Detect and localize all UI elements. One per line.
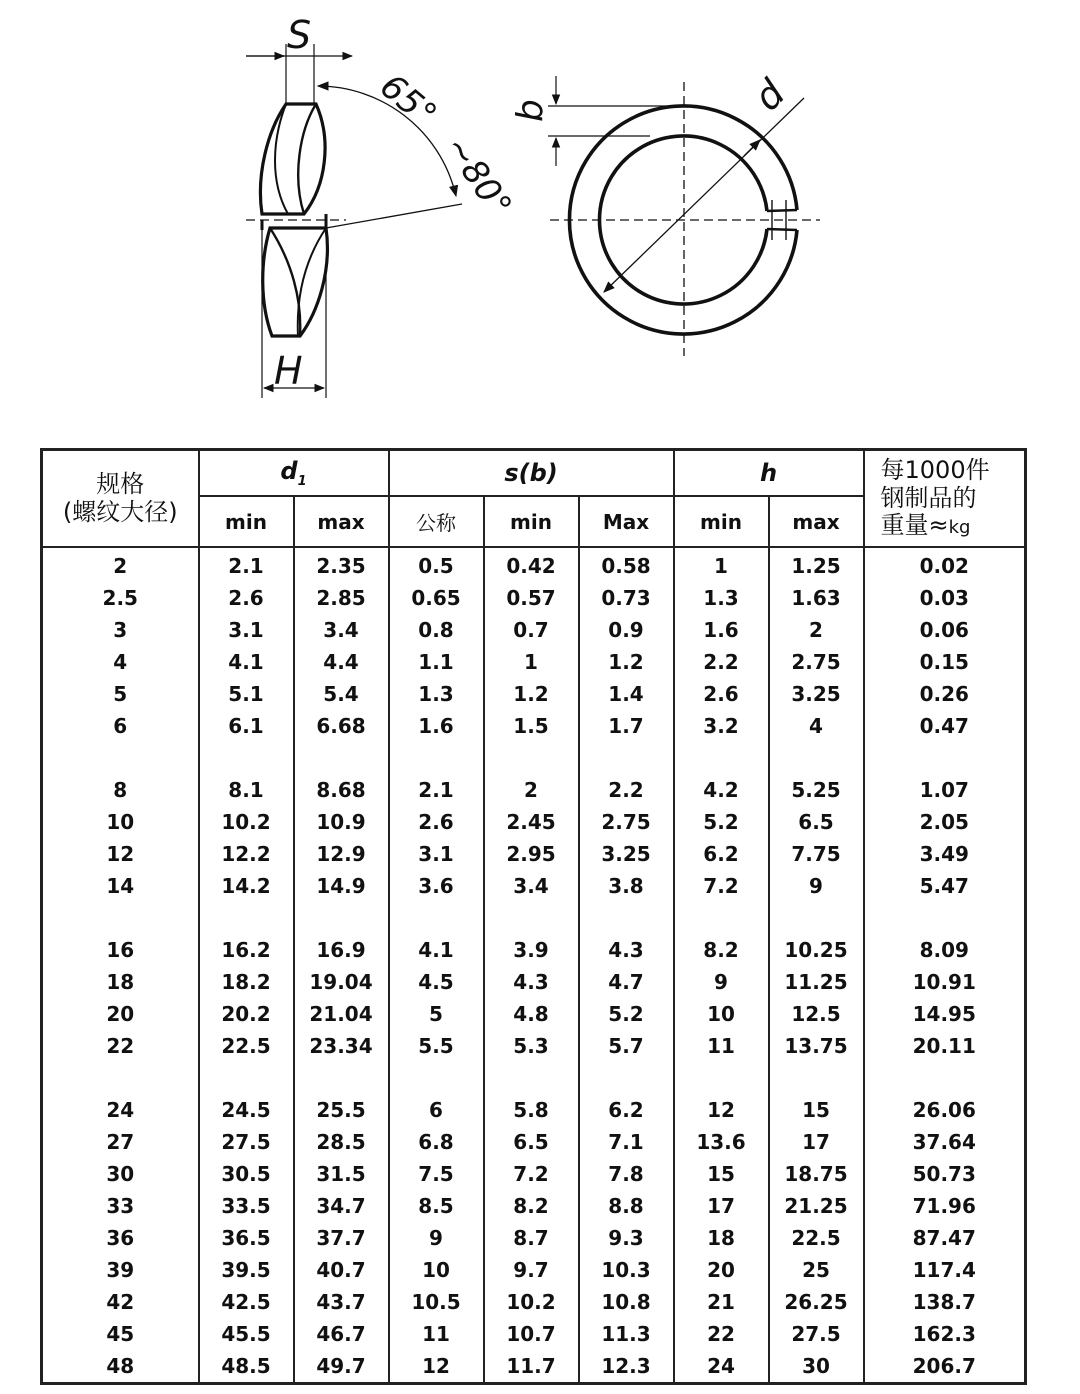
spec-header-line1: 规格 bbox=[96, 469, 145, 498]
table-cell: 12 bbox=[674, 1094, 769, 1126]
table-cell: 50.73 bbox=[864, 1158, 1026, 1190]
table-cell: 33 bbox=[42, 1190, 199, 1222]
table-row bbox=[42, 547, 1026, 582]
table-cell: 17 bbox=[674, 1190, 769, 1222]
table-row bbox=[42, 838, 1026, 870]
table-cell: 20.11 bbox=[864, 1030, 1026, 1062]
table-cell: 4.3 bbox=[579, 934, 674, 966]
table-cell: 5.3 bbox=[484, 1030, 579, 1062]
spacer-cell bbox=[389, 902, 484, 934]
table-cell: 13.6 bbox=[674, 1126, 769, 1158]
table-row bbox=[42, 1094, 1026, 1126]
table-cell: 18.2 bbox=[199, 966, 294, 998]
weight-header bbox=[864, 450, 1026, 548]
table-cell: 6.68 bbox=[294, 710, 389, 742]
subheader-sb-max: Max bbox=[579, 496, 674, 547]
table-cell: 1.07 bbox=[864, 774, 1026, 806]
table-row bbox=[42, 1318, 1026, 1350]
table-cell: 2 bbox=[769, 614, 864, 646]
spacer-row bbox=[42, 1062, 1026, 1094]
table-cell: 3.4 bbox=[294, 614, 389, 646]
table-cell: 10 bbox=[42, 806, 199, 838]
spacer-cell bbox=[42, 742, 199, 774]
table-cell: 4.3 bbox=[484, 966, 579, 998]
table-cell: 25 bbox=[769, 1254, 864, 1286]
table-cell: 12.9 bbox=[294, 838, 389, 870]
table-cell: 10.3 bbox=[579, 1254, 674, 1286]
table-cell: 15 bbox=[769, 1094, 864, 1126]
group-header-d1: $d_1$ bbox=[199, 450, 389, 497]
table-cell: 6.1 bbox=[199, 710, 294, 742]
label-s: S bbox=[287, 13, 312, 57]
table-cell: 12 bbox=[42, 838, 199, 870]
washer-diagram bbox=[0, 0, 1080, 420]
table-cell: 24 bbox=[674, 1350, 769, 1384]
spacer-cell bbox=[42, 902, 199, 934]
spacer-cell bbox=[674, 742, 769, 774]
front-view bbox=[548, 76, 820, 356]
label-angle-max: ~80° bbox=[436, 128, 520, 225]
table-cell: 5 bbox=[42, 678, 199, 710]
subheader-d1-min: min bbox=[199, 496, 294, 547]
table-cell: 8.5 bbox=[389, 1190, 484, 1222]
table-row bbox=[42, 1158, 1026, 1190]
table-cell: 9 bbox=[389, 1222, 484, 1254]
table-cell: 22 bbox=[42, 1030, 199, 1062]
table-cell: 9 bbox=[769, 870, 864, 902]
table-cell: 2.75 bbox=[769, 646, 864, 678]
table-cell: 5.7 bbox=[579, 1030, 674, 1062]
table-cell: 11.25 bbox=[769, 966, 864, 998]
table-cell: 5.5 bbox=[389, 1030, 484, 1062]
table-cell: 31.5 bbox=[294, 1158, 389, 1190]
table-cell: 0.7 bbox=[484, 614, 579, 646]
table-cell: 6.5 bbox=[484, 1126, 579, 1158]
table-cell: 1.3 bbox=[389, 678, 484, 710]
table-cell: 0.15 bbox=[864, 646, 1026, 678]
table-cell: 16.9 bbox=[294, 934, 389, 966]
table-cell: 0.42 bbox=[484, 547, 579, 582]
table-cell: 162.3 bbox=[864, 1318, 1026, 1350]
table-cell: 0.47 bbox=[864, 710, 1026, 742]
table-cell: 1.2 bbox=[484, 678, 579, 710]
table-cell: 40.7 bbox=[294, 1254, 389, 1286]
table-cell: 5.1 bbox=[199, 678, 294, 710]
table-cell: 6.5 bbox=[769, 806, 864, 838]
table-cell: 3.1 bbox=[199, 614, 294, 646]
spacer-cell bbox=[294, 1062, 389, 1094]
table-cell: 16 bbox=[42, 934, 199, 966]
table-cell: 6 bbox=[42, 710, 199, 742]
table-cell: 10.2 bbox=[484, 1286, 579, 1318]
table-cell: 2.1 bbox=[199, 547, 294, 582]
table-row bbox=[42, 806, 1026, 838]
table-cell: 12.3 bbox=[579, 1350, 674, 1384]
table-cell: 1.63 bbox=[769, 582, 864, 614]
table-cell: 206.7 bbox=[864, 1350, 1026, 1384]
table-cell: 8.2 bbox=[674, 934, 769, 966]
table-cell: 48 bbox=[42, 1350, 199, 1384]
table-cell: 34.7 bbox=[294, 1190, 389, 1222]
table-cell: 7.1 bbox=[579, 1126, 674, 1158]
spacer-cell bbox=[294, 742, 389, 774]
table-cell: 4.8 bbox=[484, 998, 579, 1030]
table-cell: 3.2 bbox=[674, 710, 769, 742]
table-cell: 37.64 bbox=[864, 1126, 1026, 1158]
table-cell: 14 bbox=[42, 870, 199, 902]
table-row bbox=[42, 934, 1026, 966]
spacer-cell bbox=[674, 902, 769, 934]
table-cell: 2 bbox=[484, 774, 579, 806]
table-cell: 71.96 bbox=[864, 1190, 1026, 1222]
table-cell: 9.3 bbox=[579, 1222, 674, 1254]
table-cell: 2.2 bbox=[579, 774, 674, 806]
label-d: d bbox=[745, 71, 794, 120]
table-cell: 27.5 bbox=[199, 1126, 294, 1158]
table-row bbox=[42, 710, 1026, 742]
table-cell: 20.2 bbox=[199, 998, 294, 1030]
table-cell: 117.4 bbox=[864, 1254, 1026, 1286]
label-angle-min: 65° bbox=[372, 66, 445, 136]
spacer-cell bbox=[199, 902, 294, 934]
table-cell: 7.75 bbox=[769, 838, 864, 870]
table-cell: 1 bbox=[484, 646, 579, 678]
table-row bbox=[42, 998, 1026, 1030]
table-row bbox=[42, 1126, 1026, 1158]
table-cell: 2.6 bbox=[674, 678, 769, 710]
table-cell: 5.47 bbox=[864, 870, 1026, 902]
table-cell: 36.5 bbox=[199, 1222, 294, 1254]
table-cell: 5 bbox=[389, 998, 484, 1030]
spacer-cell bbox=[769, 902, 864, 934]
table-cell: 0.73 bbox=[579, 582, 674, 614]
table-cell: 10.91 bbox=[864, 966, 1026, 998]
weight-header-line3: 重量≈ bbox=[880, 511, 949, 540]
table-cell: 4.4 bbox=[294, 646, 389, 678]
table-cell: 18 bbox=[674, 1222, 769, 1254]
table-cell: 87.47 bbox=[864, 1222, 1026, 1254]
table-cell: 0.57 bbox=[484, 582, 579, 614]
subheader-sb-min: min bbox=[484, 496, 579, 547]
spacer-cell bbox=[389, 1062, 484, 1094]
table-cell: 17 bbox=[769, 1126, 864, 1158]
table-cell: 11.3 bbox=[579, 1318, 674, 1350]
spec-header bbox=[42, 450, 199, 548]
table-cell: 5.2 bbox=[674, 806, 769, 838]
group-header-h: h bbox=[674, 450, 864, 497]
table-cell: 0.58 bbox=[579, 547, 674, 582]
table-cell: 10.9 bbox=[294, 806, 389, 838]
spacer-cell bbox=[579, 1062, 674, 1094]
table-cell: 4 bbox=[769, 710, 864, 742]
table-cell: 0.26 bbox=[864, 678, 1026, 710]
table-cell: 12.5 bbox=[769, 998, 864, 1030]
table-cell: 49.7 bbox=[294, 1350, 389, 1384]
table-cell: 4.1 bbox=[389, 934, 484, 966]
table-cell: 2.05 bbox=[864, 806, 1026, 838]
table-cell: 10 bbox=[674, 998, 769, 1030]
spacer-cell bbox=[864, 1062, 1026, 1094]
table-cell: 8 bbox=[42, 774, 199, 806]
spacer-cell bbox=[294, 902, 389, 934]
table-cell: 0.06 bbox=[864, 614, 1026, 646]
table-row bbox=[42, 1350, 1026, 1384]
table-cell: 10.8 bbox=[579, 1286, 674, 1318]
table-cell: 7.5 bbox=[389, 1158, 484, 1190]
table-cell: 9 bbox=[674, 966, 769, 998]
table-cell: 4 bbox=[42, 646, 199, 678]
table-cell: 24.5 bbox=[199, 1094, 294, 1126]
table-cell: 22 bbox=[674, 1318, 769, 1350]
spacer-cell bbox=[674, 1062, 769, 1094]
table-cell: 1 bbox=[674, 547, 769, 582]
table-cell: 1.5 bbox=[484, 710, 579, 742]
table-cell: 10.25 bbox=[769, 934, 864, 966]
table-row bbox=[42, 1286, 1026, 1318]
spec-header-line2: (螺纹大径) bbox=[62, 497, 178, 526]
table-cell: 2.6 bbox=[389, 806, 484, 838]
table-cell: 2.2 bbox=[674, 646, 769, 678]
table-cell: 20 bbox=[674, 1254, 769, 1286]
table-cell: 30.5 bbox=[199, 1158, 294, 1190]
table-cell: 2.85 bbox=[294, 582, 389, 614]
table-cell: 10.7 bbox=[484, 1318, 579, 1350]
label-h: H bbox=[274, 349, 303, 393]
table-row bbox=[42, 582, 1026, 614]
table-row bbox=[42, 678, 1026, 710]
table-cell: 4.2 bbox=[674, 774, 769, 806]
table-cell: 2.5 bbox=[42, 582, 199, 614]
table-cell: 11 bbox=[389, 1318, 484, 1350]
table-cell: 20 bbox=[42, 998, 199, 1030]
table-cell: 26.25 bbox=[769, 1286, 864, 1318]
table-row bbox=[42, 646, 1026, 678]
table-cell: 16.2 bbox=[199, 934, 294, 966]
spacer-row bbox=[42, 902, 1026, 934]
table-cell: 21 bbox=[674, 1286, 769, 1318]
spacer-row bbox=[42, 742, 1026, 774]
spacer-cell bbox=[769, 742, 864, 774]
spacer-cell bbox=[199, 742, 294, 774]
subheader-d1-max: max bbox=[294, 496, 389, 547]
table-cell: 8.68 bbox=[294, 774, 389, 806]
table-cell: 48.5 bbox=[199, 1350, 294, 1384]
weight-header-line1: 每1000件 bbox=[880, 456, 990, 485]
weight-header-line2: 钢制品的 bbox=[880, 483, 977, 512]
table-cell: 3.4 bbox=[484, 870, 579, 902]
table-cell: 23.34 bbox=[294, 1030, 389, 1062]
spacer-cell bbox=[579, 742, 674, 774]
table-row bbox=[42, 966, 1026, 998]
table-cell: 0.9 bbox=[579, 614, 674, 646]
table-cell: 7.2 bbox=[674, 870, 769, 902]
table-cell: 2.45 bbox=[484, 806, 579, 838]
table-cell: 30 bbox=[769, 1350, 864, 1384]
table-cell: 11.7 bbox=[484, 1350, 579, 1384]
table-cell: 0.65 bbox=[389, 582, 484, 614]
table-cell: 4.5 bbox=[389, 966, 484, 998]
table-cell: 0.03 bbox=[864, 582, 1026, 614]
table-cell: 0.8 bbox=[389, 614, 484, 646]
table-cell: 19.04 bbox=[294, 966, 389, 998]
table-cell: 42 bbox=[42, 1286, 199, 1318]
spec-table bbox=[40, 448, 1027, 1385]
table-cell: 18 bbox=[42, 966, 199, 998]
table-cell: 37.7 bbox=[294, 1222, 389, 1254]
spacer-cell bbox=[484, 902, 579, 934]
label-b: b bbox=[510, 99, 551, 122]
table-cell: 2.95 bbox=[484, 838, 579, 870]
table-cell: 45 bbox=[42, 1318, 199, 1350]
table-cell: 3.9 bbox=[484, 934, 579, 966]
table-cell: 7.2 bbox=[484, 1158, 579, 1190]
table-cell: 21.04 bbox=[294, 998, 389, 1030]
weight-header-unit: kg bbox=[948, 517, 971, 539]
table-row bbox=[42, 614, 1026, 646]
table-cell: 2.6 bbox=[199, 582, 294, 614]
table-cell: 2.1 bbox=[389, 774, 484, 806]
table-cell: 6.2 bbox=[579, 1094, 674, 1126]
table-cell: 1.6 bbox=[674, 614, 769, 646]
table-cell: 3 bbox=[42, 614, 199, 646]
table-cell: 25.5 bbox=[294, 1094, 389, 1126]
table-cell: 13.75 bbox=[769, 1030, 864, 1062]
table-cell: 9.7 bbox=[484, 1254, 579, 1286]
table-cell: 3.1 bbox=[389, 838, 484, 870]
table-cell: 138.7 bbox=[864, 1286, 1026, 1318]
table-cell: 28.5 bbox=[294, 1126, 389, 1158]
table-cell: 24 bbox=[42, 1094, 199, 1126]
table-cell: 22.5 bbox=[199, 1030, 294, 1062]
table-cell: 36 bbox=[42, 1222, 199, 1254]
table-cell: 3.6 bbox=[389, 870, 484, 902]
table-cell: 4.1 bbox=[199, 646, 294, 678]
table-cell: 46.7 bbox=[294, 1318, 389, 1350]
table-cell: 39 bbox=[42, 1254, 199, 1286]
subheader-h-max: max bbox=[769, 496, 864, 547]
table-cell: 1.3 bbox=[674, 582, 769, 614]
subheader-h-min: min bbox=[674, 496, 769, 547]
table-cell: 8.1 bbox=[199, 774, 294, 806]
table-cell: 10.2 bbox=[199, 806, 294, 838]
table-cell: 3.8 bbox=[579, 870, 674, 902]
table-cell: 0.5 bbox=[389, 547, 484, 582]
table-cell: 3.25 bbox=[579, 838, 674, 870]
table-cell: 1.1 bbox=[389, 646, 484, 678]
table-cell: 1.25 bbox=[769, 547, 864, 582]
table-cell: 22.5 bbox=[769, 1222, 864, 1254]
table-row bbox=[42, 1030, 1026, 1062]
table-cell: 15 bbox=[674, 1158, 769, 1190]
table-cell: 45.5 bbox=[199, 1318, 294, 1350]
table-cell: 21.25 bbox=[769, 1190, 864, 1222]
table-cell: 30 bbox=[42, 1158, 199, 1190]
table-cell: 27.5 bbox=[769, 1318, 864, 1350]
table-cell: 18.75 bbox=[769, 1158, 864, 1190]
table-cell: 11 bbox=[674, 1030, 769, 1062]
spacer-cell bbox=[199, 1062, 294, 1094]
table-cell: 26.06 bbox=[864, 1094, 1026, 1126]
table-cell: 5.8 bbox=[484, 1094, 579, 1126]
table-cell: 8.09 bbox=[864, 934, 1026, 966]
subheader-sb-nominal: 公称 bbox=[389, 496, 484, 547]
table-body bbox=[42, 547, 1026, 1384]
table-cell: 14.95 bbox=[864, 998, 1026, 1030]
table-cell: 33.5 bbox=[199, 1190, 294, 1222]
table-cell: 3.49 bbox=[864, 838, 1026, 870]
spacer-cell bbox=[864, 902, 1026, 934]
table-cell: 1.7 bbox=[579, 710, 674, 742]
table-cell: 0.02 bbox=[864, 547, 1026, 582]
table-row bbox=[42, 870, 1026, 902]
table-cell: 7.8 bbox=[579, 1158, 674, 1190]
table-cell: 12 bbox=[389, 1350, 484, 1384]
spacer-cell bbox=[389, 742, 484, 774]
table-cell: 27 bbox=[42, 1126, 199, 1158]
table-cell: 5.25 bbox=[769, 774, 864, 806]
table-cell: 2 bbox=[42, 547, 199, 582]
table-row bbox=[42, 774, 1026, 806]
table-cell: 10 bbox=[389, 1254, 484, 1286]
table-cell: 2.35 bbox=[294, 547, 389, 582]
spacer-cell bbox=[484, 1062, 579, 1094]
table-cell: 6.8 bbox=[389, 1126, 484, 1158]
spacer-cell bbox=[42, 1062, 199, 1094]
table-cell: 5.2 bbox=[579, 998, 674, 1030]
table-cell: 14.2 bbox=[199, 870, 294, 902]
table-cell: 14.9 bbox=[294, 870, 389, 902]
table-cell: 5.4 bbox=[294, 678, 389, 710]
table-cell: 8.2 bbox=[484, 1190, 579, 1222]
table-cell: 4.7 bbox=[579, 966, 674, 998]
table-cell: 1.4 bbox=[579, 678, 674, 710]
table-cell: 6.2 bbox=[674, 838, 769, 870]
spacer-cell bbox=[864, 742, 1026, 774]
spacer-cell bbox=[484, 742, 579, 774]
spacer-cell bbox=[769, 1062, 864, 1094]
table-cell: 39.5 bbox=[199, 1254, 294, 1286]
table-cell: 2.75 bbox=[579, 806, 674, 838]
table-cell: 6 bbox=[389, 1094, 484, 1126]
table-cell: 8.7 bbox=[484, 1222, 579, 1254]
table-cell: 3.25 bbox=[769, 678, 864, 710]
table-cell: 42.5 bbox=[199, 1286, 294, 1318]
table-cell: 43.7 bbox=[294, 1286, 389, 1318]
table-cell: 1.2 bbox=[579, 646, 674, 678]
table-row bbox=[42, 1222, 1026, 1254]
spacer-cell bbox=[579, 902, 674, 934]
group-header-sb: s(b) bbox=[389, 450, 674, 497]
table-cell: 10.5 bbox=[389, 1286, 484, 1318]
table-row bbox=[42, 1190, 1026, 1222]
table-row bbox=[42, 1254, 1026, 1286]
table-cell: 12.2 bbox=[199, 838, 294, 870]
table-cell: 8.8 bbox=[579, 1190, 674, 1222]
table-cell: 1.6 bbox=[389, 710, 484, 742]
